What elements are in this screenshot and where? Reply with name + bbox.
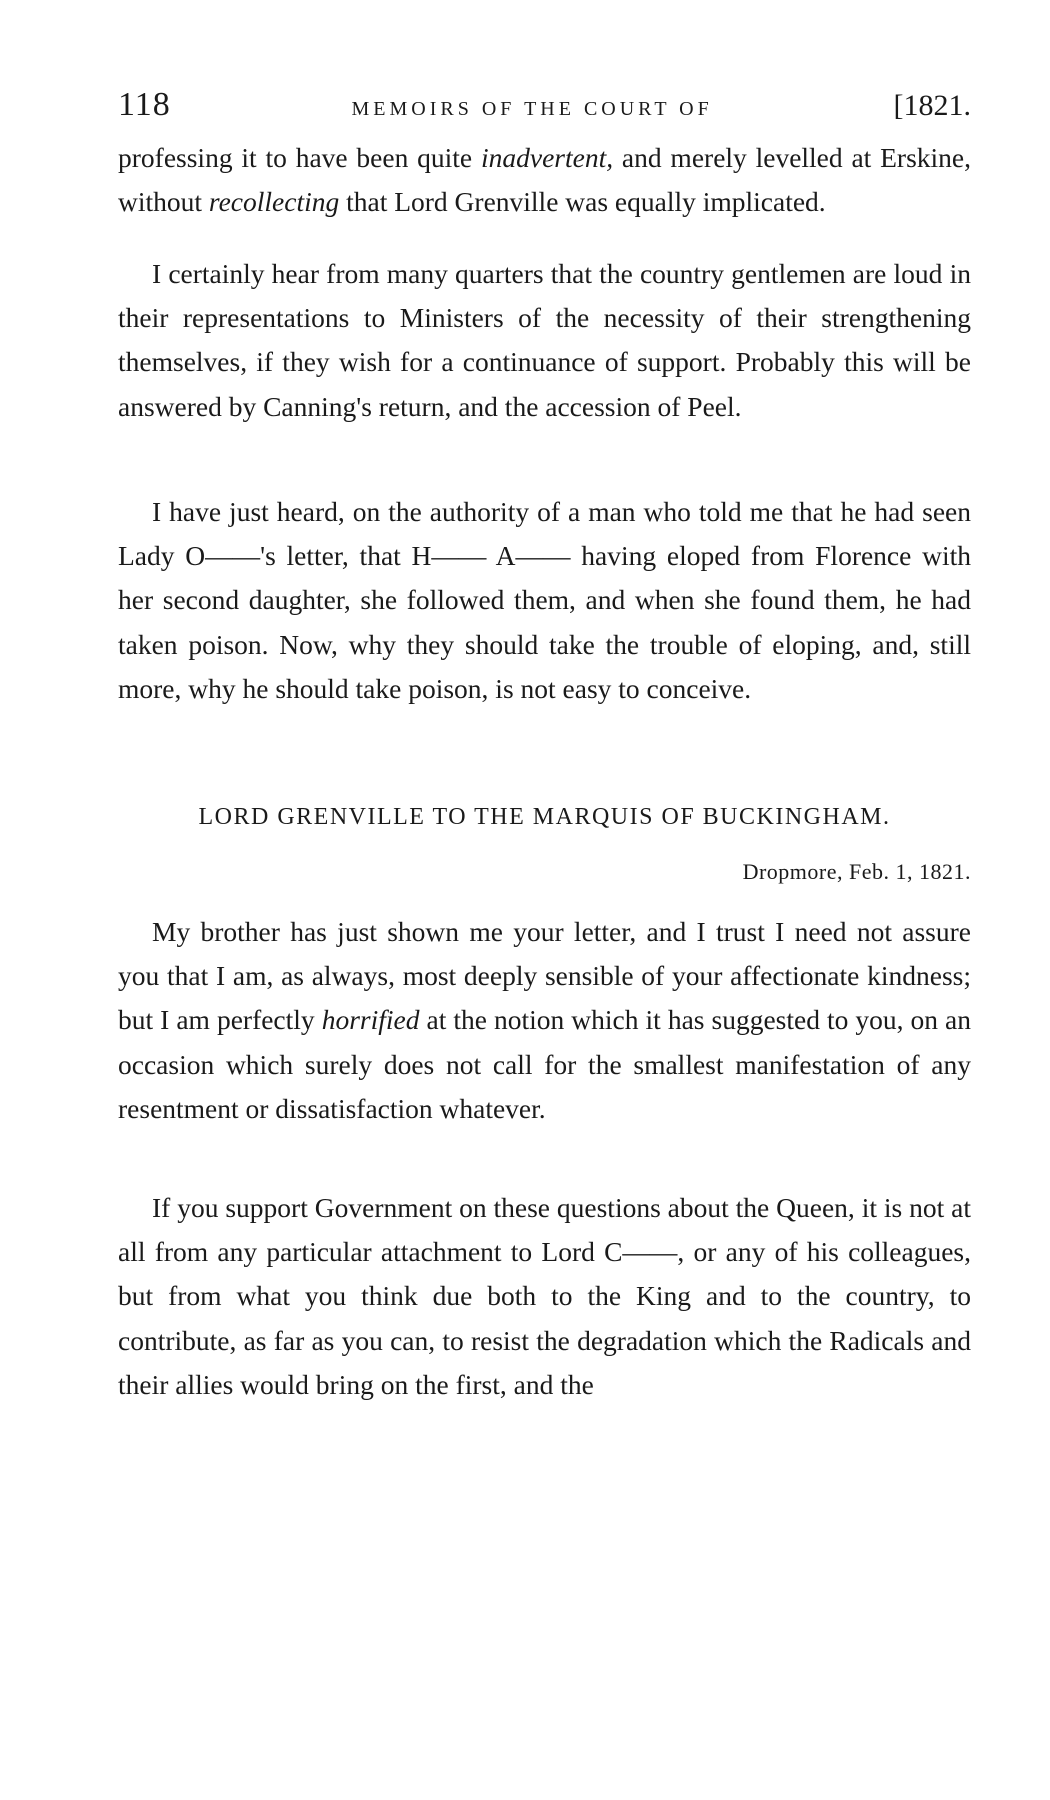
letter-heading: LORD GRENVILLE TO THE MARQUIS OF BUCKINGHAM.: [198, 804, 891, 830]
text-segment: I have just heard, on the authority of a man who told me that he had seen Lady O——'s letter, that H—— A—— having eloped from Florence with her second daughter, she followed them, and when she found them, he had taken poison. Now, why they should take the trouble of eloping, and, still more, why he should take poison, is not easy to conceive.: [118, 496, 971, 704]
text-segment: and merely levelled at Erskine, without: [118, 142, 972, 218]
italic-text-segment: recollecting: [208, 186, 340, 218]
letter-paragraph-2: [118, 1186, 971, 1407]
paragraph-1: [118, 136, 971, 224]
header-year: [1821.: [893, 89, 971, 122]
paragraph-3: [118, 490, 971, 711]
text-segment: that Lord Grenville was equally implicated.: [339, 186, 826, 218]
page-header: [118, 86, 971, 126]
paragraph-2: [118, 252, 971, 429]
page-number: 118: [118, 86, 171, 123]
text-segment: at the notion which it has suggested to you, on an occasion which surely does not call for the smallest manifestation of any resentment or dissatisfaction whatever.: [118, 1004, 972, 1124]
text-segment: If you support Government on these questions about the Queen, it is not at all from any particular attachment to Lord C——, or any of his colleagues, but from what you think due both to the King and to the country, to contribute, as far as you can, to resist the degradation which the Radicals and their allies would bring on the first, and the: [118, 1192, 971, 1400]
book-page: [118, 0, 971, 1800]
text-segment: I certainly hear from many quarters that the country gentlemen are loud in their representations to Ministers of the necessity of their strengthening themselves, if they wish for a continuance of support. Probably this will be answered by Canning's return, and the accession of Peel.: [118, 258, 971, 422]
italic-text-segment: inadvertent,: [480, 142, 614, 173]
text-segment: professing it to have been quite: [118, 142, 481, 173]
text-segment: My brother has just shown me your letter, and I trust I need not assure you that I am, as always, most deeply sensible of your affectionate kindness; but I am perfectly: [118, 916, 971, 1036]
letter-dateline: Dropmore, Feb. 1, 1821.: [742, 859, 971, 884]
italic-text-segment: horrified: [321, 1004, 420, 1036]
running-head: MEMOIRS OF THE COURT OF: [351, 98, 713, 120]
letter-paragraph-1: [118, 910, 971, 1131]
